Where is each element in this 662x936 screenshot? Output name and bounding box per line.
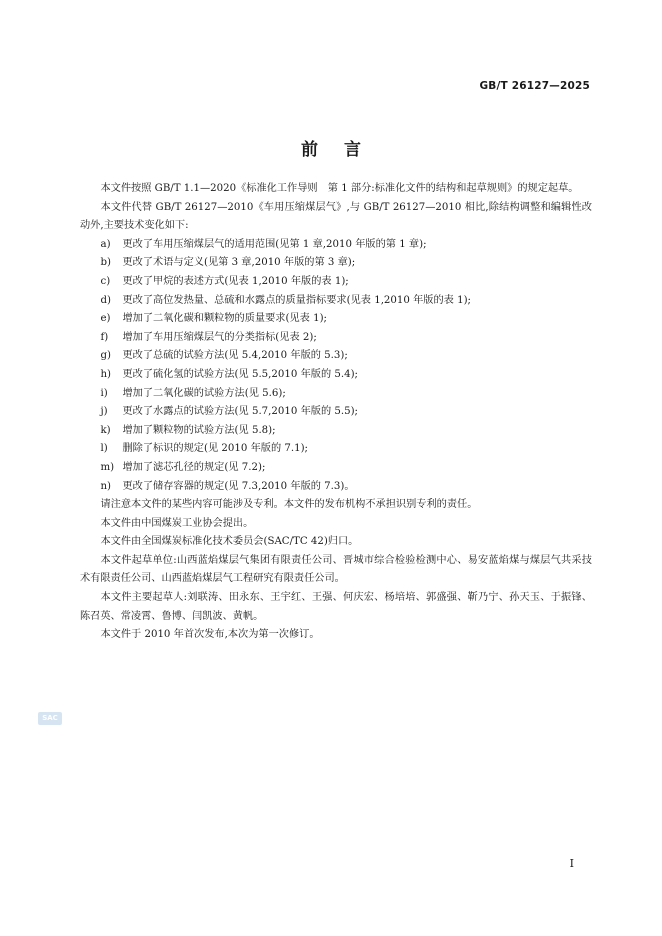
list-item-text: 增加了二氧化碳的试验方法(见 5.6); (122, 387, 286, 399)
list-item-label: a) (100, 238, 111, 250)
list-item (80, 366, 592, 385)
list-item-text: 删除了标识的规定(见 2010 年版的 7.1); (122, 443, 308, 455)
paragraph-history: 本文件于 2010 年首次发布,本次为第一次修订。 (100, 629, 320, 641)
paragraph-patent-notice: 请注意本文件的某些内容可能涉及专利。本文件的发布机构不承担识别专利的责任。 (100, 499, 478, 511)
list-item-text: 增加了车用压缩煤层气的分类指标(见表 2); (122, 331, 317, 343)
list-item (80, 236, 592, 255)
list-item-text: 更改了总硫的试验方法(见 5.4,2010 年版的 5.3); (122, 350, 348, 362)
list-item-label: n) (100, 480, 112, 492)
list-item-text: 更改了术语与定义(见第 3 章,2010 年版的第 3 章); (122, 257, 356, 269)
list-item-label: j) (100, 406, 108, 418)
paragraph-proposer: 本文件由中国煤炭工业协会提出。 (100, 517, 254, 529)
list-item (80, 292, 592, 311)
list-item (80, 329, 592, 348)
paragraph-committee: 本文件由全国煤炭标准化技术委员会(SAC/TC 42)归口。 (100, 536, 359, 548)
list-item-label: b) (100, 257, 111, 269)
list-item-label: i) (100, 387, 108, 399)
list-item (80, 459, 592, 478)
list-item (80, 254, 592, 273)
list-item-text: 增加了颗粒物的试验方法(见 5.8); (122, 424, 276, 436)
page-number: I (569, 857, 574, 870)
paragraph-replaces: 本文件代替 GB/T 26127—2010《车用压缩煤层气》,与 GB/T 26127—2010 相比,除结构调整和编辑性改动外,主要技术变化如下: (80, 201, 592, 232)
list-item-label: m) (100, 461, 115, 473)
list-item (80, 440, 592, 459)
list-item (80, 310, 592, 329)
list-item-text: 更改了储存容器的规定(见 7.3,2010 年版的 7.3)。 (122, 480, 355, 492)
changes-list (80, 236, 592, 496)
list-item-label: c) (100, 275, 111, 287)
list-item-text: 更改了车用压缩煤层气的适用范围(见第 1 章,2010 年版的第 1 章); (122, 238, 427, 250)
list-item-text: 增加了滤芯孔径的规定(见 7.2); (122, 461, 266, 473)
list-item-label: f) (100, 331, 109, 343)
list-item (80, 403, 592, 422)
list-item (80, 273, 592, 292)
list-item-label: l) (100, 443, 108, 455)
list-item (80, 478, 592, 497)
list-item-label: d) (100, 294, 111, 306)
page-title: 前言 (301, 140, 387, 160)
list-item (80, 422, 592, 441)
standard-code: GB/T 26127—2025 (479, 80, 590, 92)
list-item-text: 更改了水露点的试验方法(见 5.7,2010 年版的 5.5); (122, 406, 358, 418)
list-item (80, 347, 592, 366)
list-item (80, 385, 592, 404)
list-item-text: 更改了硫化氢的试验方法(见 5.5,2010 年版的 5.4); (122, 368, 358, 380)
list-item-label: e) (100, 313, 111, 325)
list-item-text: 增加了二氧化碳和颗粒物的质量要求(见表 1); (122, 313, 327, 325)
list-item-label: h) (100, 368, 112, 380)
paragraph-drafters: 本文件主要起草人:刘联涛、田永东、王宇红、王强、何庆宏、杨培培、郭盛强、靳乃宁、孙天玉、于振锋、陈召英、常凌霄、鲁博、闫凯波、黄帆。 (80, 592, 592, 622)
paragraph-basis: 本文件按照 GB/T 1.1—2020《标准化工作导则 第 1 部分:标准化文件的结构和起草规则》的规定起草。 (100, 183, 579, 194)
list-item-label: g) (100, 350, 111, 362)
list-item-text: 更改了高位发热量、总硫和水露点的质量指标要求(见表 1,2010 年版的表 1); (122, 294, 471, 306)
sac-watermark-logo: SAC (38, 712, 62, 725)
list-item-text: 更改了甲烷的表述方式(见表 1,2010 年版的表 1); (122, 275, 349, 287)
foreword-body (80, 180, 592, 645)
paragraph-drafting-units: 本文件起草单位:山西蓝焰煤层气集团有限责任公司、晋城市综合检验检测中心、易安蓝焰煤与煤层气共采技术有限责任公司、山西蓝焰煤层气工程研究有限责任公司。 (80, 554, 592, 585)
list-item-label: k) (100, 424, 111, 436)
